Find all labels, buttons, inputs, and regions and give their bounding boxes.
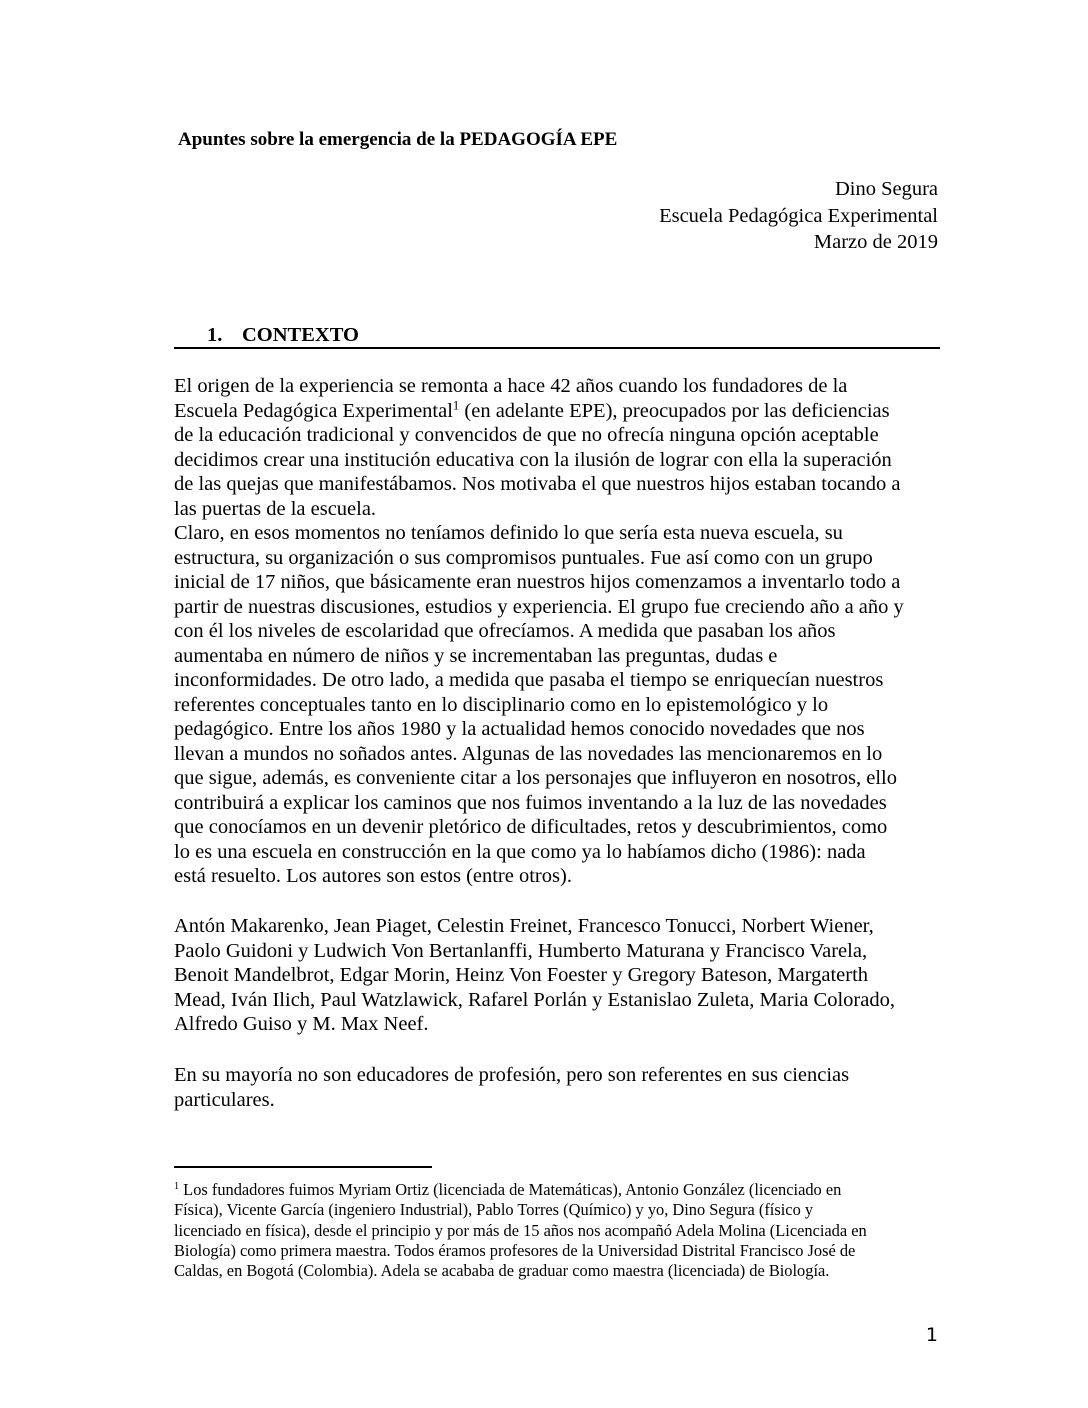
footnote-text: Los fundadores fuimos Myriam Ortiz (licenciada de Matemáticas), Antonio González (licenciado en — [179, 1180, 842, 1199]
paragraph-line: de la educación tradicional y convencidos de que no ofrecía ninguna opción aceptable — [174, 424, 879, 446]
footnote-marker: 1 — [174, 1180, 180, 1192]
paragraph-line: Alfredo Guiso y M. Max Neef. — [174, 1013, 429, 1035]
paragraph-line: con él los niveles de escolaridad que ofrecíamos. A medida que pasaban los años — [174, 620, 836, 642]
section-title: CONTEXTO — [242, 324, 359, 346]
paragraph-line: inicial de 17 niños, que básicamente eran nuestros hijos comenzamos a inventarlo todo a — [174, 571, 901, 593]
document-title: Apuntes sobre la emergencia de la PEDAGOGÍA EPE — [178, 129, 618, 150]
section-number: 1. — [207, 324, 223, 346]
paragraph-origin — [174, 374, 946, 889]
document-date: Marzo de 2019 — [813, 231, 938, 253]
paragraph-line: particulares. — [174, 1088, 275, 1111]
paragraph-line: pedagógico. Entre los años 1980 y la actualidad hemos conocido novedades que nos — [174, 718, 865, 740]
footnote-line: Biología) como primera maestra. Todos éramos profesores de la Universidad Distrital Francisco José de — [174, 1240, 856, 1260]
line-text: (en adelante EPE), preocupados por las deficiencias — [459, 399, 890, 422]
paragraph-line — [174, 399, 946, 424]
footnote-line — [174, 1180, 940, 1200]
paragraph-line: partir de nuestras discusiones, estudios y experiencia. El grupo fue creciendo año a año y — [174, 595, 904, 618]
footnote-reference: 1 — [452, 397, 460, 412]
paragraph-line: referentes conceptuales tanto en lo disciplinario como en lo epistemológico y lo — [174, 693, 829, 716]
author-institution: Escuela Pedagógica Experimental — [659, 204, 938, 227]
paragraph-line: Antón Makarenko, Jean Piaget, Celestin Freinet, Francesco Tonucci, Norbert Wiener, — [174, 915, 874, 937]
paragraph-line: Claro, en esos momentos no teníamos definido lo que sería esta nueva escuela, su — [174, 522, 843, 544]
paragraph-line: que sigue, además, es conveniente citar a los personajes que influyeron en nosotros, ello — [174, 767, 897, 789]
paragraph-line: llevan a mundos no soñados antes. Algunas de las novedades las mencionaremos en lo — [174, 742, 883, 765]
paragraph-line: El origen de la experiencia se remonta a hace 42 años cuando los fundadores de la — [174, 375, 848, 397]
paragraph-line: lo es una escuela en construcción en la que como ya lo habíamos dicho (1986): nada — [174, 840, 866, 863]
section-heading — [207, 322, 359, 348]
paragraph-line: Paolo Guidoni y Ludwich Von Bertanlanffi, Humberto Maturana y Francisco Varela, — [174, 939, 868, 962]
paragraph-line: de las quejas que manifestábamos. Nos motivaba el que nuestros hijos estaban tocando a — [174, 473, 901, 495]
paragraph-line: Mead, Iván Ilich, Paul Watzlawick, Rafarel Porlán y Estanislao Zuleta, Maria Colorado, — [174, 988, 895, 1011]
page-number: 1 — [925, 1324, 938, 1346]
footnote-separator — [174, 1166, 432, 1168]
paragraph-line: las puertas de la escuela. — [174, 497, 377, 520]
line-text: Escuela Pedagógica Experimental — [174, 399, 453, 422]
author-block — [659, 176, 938, 256]
paragraph-line: aumentaba en número de niños y se incrementaban las preguntas, dudas e — [174, 644, 778, 667]
footnote-line: Física), Vicente García (ingeniero Industrial), Pablo Torres (Químico) y yo, Dino Segura (físico y — [174, 1200, 814, 1220]
footnote-line: Caldas, en Bogotá (Colombia). Adela se acababa de graduar como maestra (licenciada) de Biología. — [174, 1261, 830, 1281]
paragraph-line: decidimos crear una institución educativa con la ilusión de lograr con ella la superación — [174, 448, 892, 471]
paragraph-line: está resuelto. Los autores son estos (entre otros). — [174, 865, 572, 887]
author-name: Dino Segura — [834, 178, 938, 200]
paragraph-line: inconformidades. De otro lado, a medida que pasaba el tiempo se enriquecían nuestros — [174, 669, 884, 691]
footnote-line: licenciado en física), desde el principio y por más de 15 años nos acompañó Adela Molina (Licenciada en — [174, 1220, 867, 1240]
paragraph-conclusion — [174, 1063, 946, 1112]
paragraph-line: estructura, su organización o sus compromisos puntuales. Fue así como con un grupo — [174, 546, 873, 569]
footnote — [174, 1180, 940, 1281]
paragraph-line: que conocíamos en un devenir pletórico de dificultades, retos y descubrimientos, como — [174, 816, 888, 838]
paragraph-line: contribuirá a explicar los caminos que nos fuimos inventando a la luz de las novedades — [174, 791, 887, 814]
paragraph-line: En su mayoría no son educadores de profesión, pero son referentes en sus ciencias — [174, 1064, 850, 1086]
section-divider — [174, 347, 940, 349]
paragraph-line: Benoit Mandelbrot, Edgar Morin, Heinz Von Foester y Gregory Bateson, Margaterth — [174, 964, 869, 986]
paragraph-authors — [174, 914, 946, 1037]
